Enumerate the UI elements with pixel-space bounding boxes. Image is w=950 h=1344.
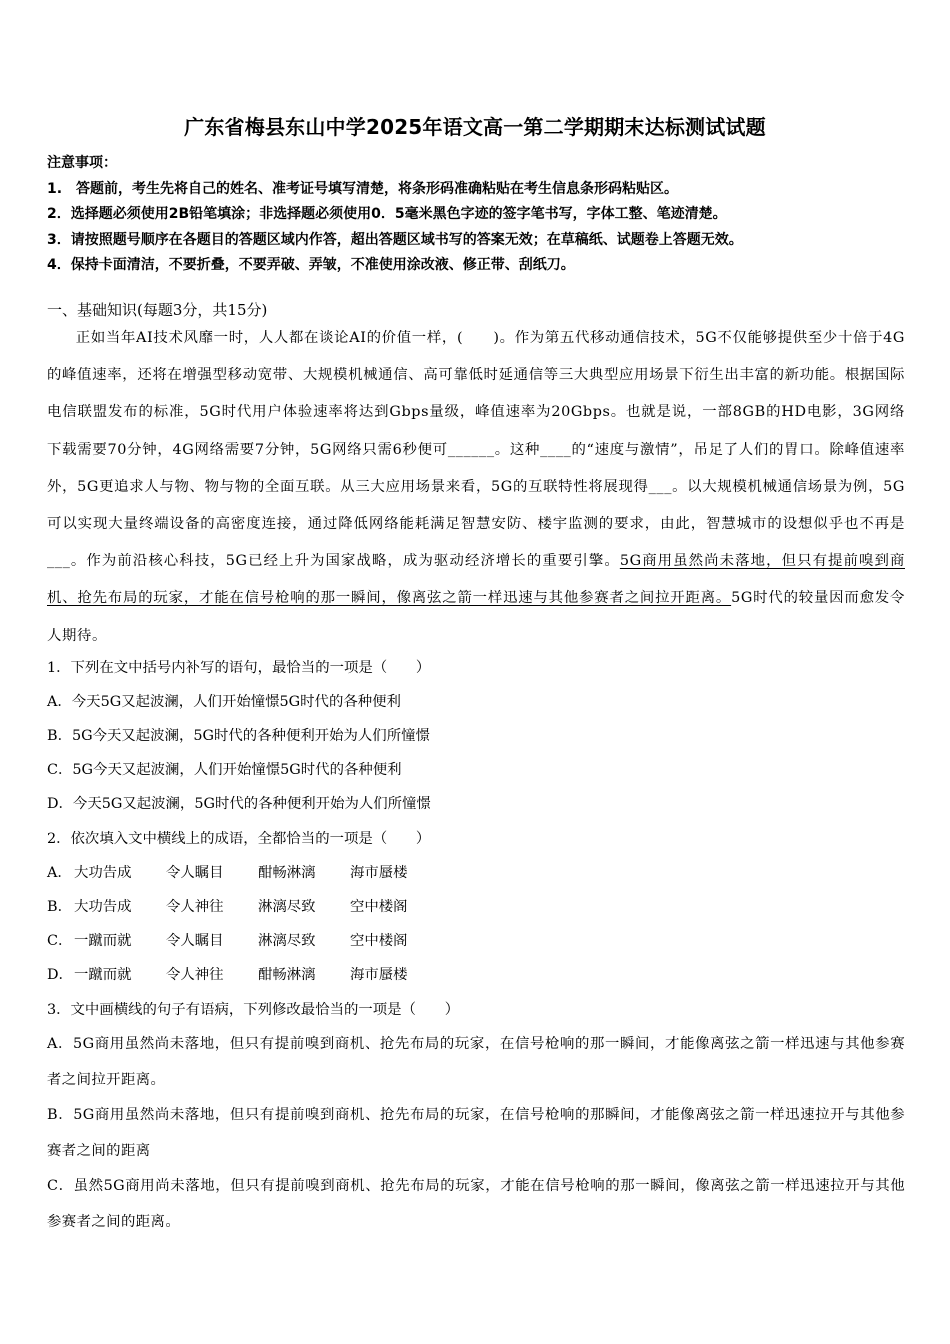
note-item: 3．请按照题号顺序在各题目的答题区域内作答，超出答题区域书写的答案无效；在草稿纸、试题卷上答题无效。 bbox=[47, 231, 743, 248]
option-word: 海市蜃楼 bbox=[350, 865, 408, 881]
option-word: 令人瞩目 bbox=[166, 933, 224, 949]
note-item: 2．选择题必须使用2B铅笔填涂；非选择题必须使用0．5毫米黑色字迹的签字笔书写，字体工整、笔迹清楚。 bbox=[47, 206, 727, 222]
option-label: C． bbox=[47, 933, 73, 949]
option-word: 大功告成 bbox=[74, 899, 132, 915]
question-2-option-d bbox=[47, 964, 907, 986]
note-item: 4．保持卡面清洁，不要折叠，不要弄破、弄皱，不准使用涂改液、修正带、刮纸刀。 bbox=[47, 257, 575, 273]
option-word: 空中楼阁 bbox=[350, 933, 408, 949]
option-word: 令人神往 bbox=[166, 967, 224, 983]
option-word: 一蹴而就 bbox=[74, 933, 132, 949]
question-3-option-a: A．5G商用虽然尚未落地，但只有提前嗅到商机、抢先布局的玩家，在信号枪响的那一瞬间，才能像离弦之箭一样迅速与其他参赛者之间拉开距离。 bbox=[47, 1036, 905, 1088]
option-label: B． bbox=[47, 899, 72, 915]
notes-block bbox=[47, 151, 907, 279]
option-word: 酣畅淋漓 bbox=[258, 967, 316, 983]
reading-passage bbox=[47, 320, 905, 655]
question-1-option-c: C．5G今天又起波澜，人们开始憧憬5G时代的各种便利 bbox=[47, 762, 402, 778]
question-3-stem: 3．文中画横线的句子有语病，下列修改最恰当的一项是（ ） bbox=[47, 1002, 460, 1018]
option-word: 大功告成 bbox=[74, 865, 132, 881]
passage-text: 正如当年AI技术风靡一时，人人都在谈论AI的价值一样，( )。作为第五代移动通信技术，5G不仅能够提供至少十倍于4G的峰值速率，还将在增强型移动宽带、大规模机械通信、高可靠低时延通信等三大典型应用场景下衍生出丰富的新功能。根据国际电信联盟发布的标准，5G时代用户体验速率将达到Gbps量级，峰值速率为20Gbps。也就是说，一部8GB的HD电影，3G网络下载需要70分钟，4G网络需要7分钟，5G网络只需6秒便可______。这种____的“速度与激情”，吊足了人们的胃口。除峰值速率外，5G更追求人与物、物与物的全面互联。从三大应用场景来看，5G的互联特性将展现得___。以大规模机械通信场景为例，5G可以实现大量终端设备的高密度连接，通过降低网络能耗满足智慧安防、楼宇监测的要求，由此，智慧城市的设想似乎也不再是___。作为前沿核心科技，5G已经上升为国家战略，成为驱动经济增长的重要引擎。 bbox=[47, 330, 905, 570]
passage-text-end: 5G时代的较量因而愈发令人期待。 bbox=[47, 590, 905, 644]
question-1-option-a: A．今天5G又起波澜，人们开始憧憬5G时代的各种便利 bbox=[47, 694, 401, 710]
notes-heading: 注意事项： bbox=[47, 155, 117, 171]
underlined-sentence: 5G商用虽然尚未落地，但只有提前嗅到商机、抢先布局的玩家，才能在信号枪响的那一瞬间，像离弦之箭一样迅速与其他参赛者之间拉开距离。 bbox=[47, 553, 905, 607]
question-1-option-b: B．5G今天又起波澜，5G时代的各种便利开始为人们所憧憬 bbox=[47, 728, 430, 744]
question-2-stem: 2．依次填入文中横线上的成语，全都恰当的一项是（ ） bbox=[47, 831, 431, 847]
option-word: 令人瞩目 bbox=[166, 865, 224, 881]
question-2-option-a bbox=[47, 862, 907, 884]
question-2-option-b bbox=[47, 896, 907, 918]
question-1-stem: 1．下列在文中括号内补写的语句，最恰当的一项是（ ） bbox=[47, 660, 431, 676]
note-item: 1. 答题前，考生先将自己的姓名、准考证号填写清楚，将条形码准确粘贴在考生信息条形码粘贴区。 bbox=[47, 180, 679, 197]
option-word: 海市蜃楼 bbox=[350, 967, 408, 983]
option-word: 一蹴而就 bbox=[74, 967, 132, 983]
option-word: 淋漓尽致 bbox=[258, 933, 316, 949]
option-label: A． bbox=[47, 865, 72, 881]
question-2-option-c bbox=[47, 930, 907, 952]
exam-title: 广东省梅县东山中学2025年语文高一第二学期期末达标测试试题 bbox=[184, 115, 766, 139]
section-heading: 一、基础知识(每题3分，共15分) bbox=[47, 301, 268, 319]
option-word: 令人神往 bbox=[166, 899, 224, 915]
question-3-option-c: C．虽然5G商用尚未落地，但只有提前嗅到商机、抢先布局的玩家，才能在信号枪响的那一瞬间，像离弦之箭一样迅速拉开与其他参赛者之间的距离。 bbox=[47, 1178, 905, 1230]
option-label: D． bbox=[47, 967, 73, 983]
option-word: 淋漓尽致 bbox=[258, 899, 316, 915]
question-3-option-b: B．5G商用虽然尚未落地，但只有提前嗅到商机、抢先布局的玩家，在信号枪响的那瞬间，才能像离弦之箭一样迅速拉开与其他参赛者之间的距离 bbox=[47, 1107, 905, 1159]
option-word: 酣畅淋漓 bbox=[258, 865, 316, 881]
question-1-option-d: D．今天5G又起波澜，5G时代的各种便利开始为人们所憧憬 bbox=[47, 796, 431, 812]
option-word: 空中楼阁 bbox=[350, 899, 408, 915]
